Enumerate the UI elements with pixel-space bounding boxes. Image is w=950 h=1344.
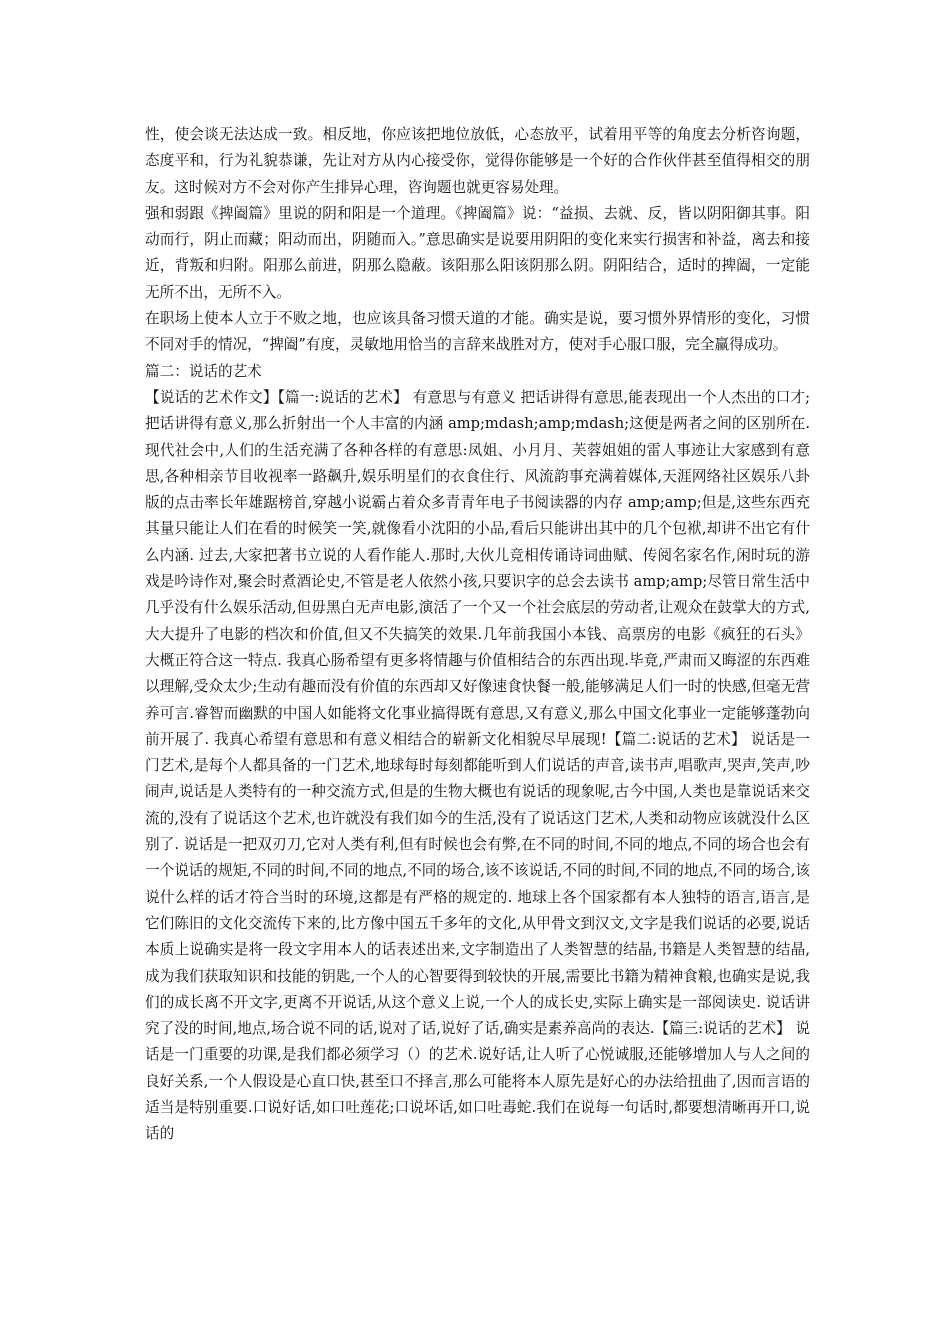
paragraph-1: 性，使会谈无法达成一致。相反地，你应该把地位放低，心态放平，试着用平等的角度去分析咨询题，态度平和，行为礼貌恭谦，先让对方从内心接受你，觉得你能够是一个好的合作伙伴甚至值得相交的朋友。这时候对方不会对你产生排异心理，咨询题也就更容易处理。 <box>145 126 810 196</box>
paragraph-2: 强和弱跟《捭阖篇》里说的阴和阳是一个道理。《捭阖篇》说：“益损、去就、反，皆以阴阳御其事。阳动而行，阴止而藏；阳动而出，阴随而入。”意思确实是说要用阴阳的变化来实行损害和补益，离去和接近，背叛和归附。阳那么前进，阴那么隐蔽。该阳那么阳该阴那么阴。阴阳结合，适时的捭阖，一定能无所不出，无所不入。 <box>145 204 810 301</box>
paragraph-4: 【说话的艺术作文】【篇一:说话的艺术】 有意思与有意义 把话讲得有意思,能表现出一个人杰出的口才;把话讲得有意义,那么折射出一个人丰富的内涵 amp;mdash;amp;mdash;这便是两者之间的区别所在. 现代社会中,人们的生活充满了各种各样的有意思:凤姐、小月月、芙蓉姐姐的雷人事迹让大家感到有意思,各种相亲节目收视率一路飙升,娱乐明星们的衣食住行、风流韵事充满着媒体,天涯网络社区娱乐八卦版的点击率长年雄踞榜首,穿越小说霸占着众多青青年电子书阅读器的内存 amp;amp;但是,这些东西充其量只能让人们在看的时候笑一笑,就像看小沈阳的小品,看后只能讲出其中的几个包袱,却讲不出它有什么内涵. 过去,大家把著书立说的人看作能人.那时,大伙儿竞相传诵诗词曲赋、传阅名家名作,闲时玩的游戏是吟诗作对,聚会时煮酒论史,不管是老人依然小孩,只要识字的总会去读书 amp;amp;尽管日常生活中几乎没有什么娱乐活动,但毋黑白无声电影,演活了一个又一个社会底层的劳动者,让观众在鼓掌大的方式,大大提升了电影的档次和价值,但又不失搞笑的效果.几年前我国小本钱、高票房的电影《疯狂的石头》大概正符合这一特点. 我真心肠希望有更多将情趣与价值相结合的东西出现.毕竟,严肃而又晦涩的东西难以理解,受众太少;生动有趣而没有价值的东西却又好像速食快餐一般,能够满足人们一时的快感,但毫无营养可言.睿智而幽默的中国人如能将文化事业搞得既有意思,又有意义,那么中国文化事业一定能够蓬勃向前开展了. 我真心希望有意思和有意义相结合的崭新文化相貌尽早展现!【篇二:说话的艺术】 说话是一门艺术,是每个人都具备的一门艺术,地球每时每刻都能听到人们说话的声音,读书声,唱歌声,哭声,笑声,吵闹声,说话是人类特有的一种交流方式,但是的生物大概也有说话的现象呢,古今中国,人类也是靠说话来交流的,没有了说话这个艺术,也许就没有我们如今的生活,没有了说话这门艺术,人类和动物应该就没什么区别了. 说话是一把双刃刀,它对人类有利,但有时候也会有弊,在不同的时间,不同的地点,不同的场合也会有一个说话的规矩,不同的时间,不同的地点,不同的场合,该不该说话,不同的时间,不同的地点,不同的场合,该说什么样的话才符合当时的环境,这都是有严格的规定的. 地球上各个国家都有本人独特的语言,语言,是它们陈旧的文化交流传下来的,比方像中国五千多年的文化,从甲骨文到汉文,文字是我们说话的必要,说话本质上说确实是将一段文字用本人的话表述出来,文字制造出了人类智慧的结晶,书籍是人类智慧的结晶,成为我们获取知识和技能的钥匙,一个人的心智要得到较快的开展,需要比书籍为精神食粮,也确实是说,我们的成长离不开文字,更离不开说话,从这个意义上说,一个人的成长史,实际上确实是一部阅读史. 说话讲究了没的时间,地点,场合说不同的话,说对了话,说好了话,确实是素养高尚的表达.【篇三:说话的艺术】 说话是一门重要的功课,是我们都必须学习（）的艺术.说好话,让人听了心悦诚服,还能够增加人与人之间的良好关系,一个人假设是心直口快,甚至口不择言,那么可能将本人原先是好心的办法给扭曲了,因而言语的适当是特别重要.口说好话,如口吐莲花;口说坏话,如口吐毒蛇.我们在说每一句话时,都要想清晰再开口,说话的 <box>145 388 810 1143</box>
document-body <box>145 122 810 1148</box>
paragraph-3: 在职场上使本人立于不败之地，也应该具备习惯天道的才能。确实是说，要习惯外界情形的变化，习惯不同对手的情况，“捭阖”有度，灵敏地用恰当的言辞来战胜对方，使对手心服口服，完全赢得成功。 <box>145 310 810 354</box>
section-heading: 篇二：说话的艺术 <box>145 362 262 380</box>
